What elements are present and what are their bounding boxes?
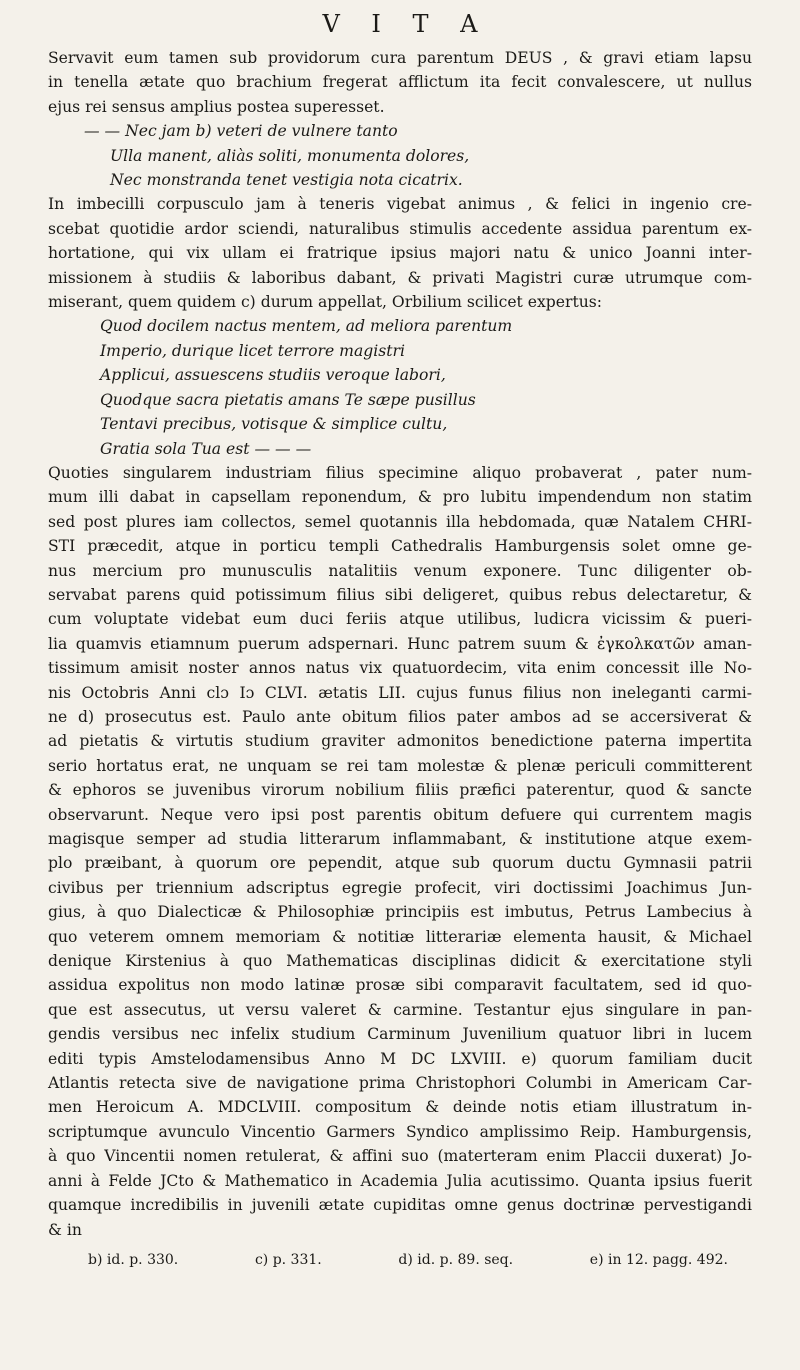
text-line: magisque semper ad studia litterarum inflammabant, & institutione atque exem- <box>48 830 752 848</box>
verse-line: Applicui, assuescens studiis veroque labori, <box>100 366 446 385</box>
text-line: nus mercium pro munusculis natalitiis venum exponere. Tunc diligenter ob- <box>48 561 752 580</box>
verse-line: Tentavi precibus, votisque & simplice cultu, <box>100 415 448 434</box>
text-line: hortatione, qui vix ullam ei fratrique ipsius majori natu & unico Joanni inter- <box>48 244 752 263</box>
text-line: plo præibant, à quorum ore pependit, atque sub quorum ductu Gymnasii patrii <box>48 854 752 873</box>
text-line: nis Octobris Anni clɔ Iɔ CLVI. ætatis LII. cujus funus filius non ineleganti carmi- <box>48 683 752 702</box>
text-line: ad pietatis & virtutis studium graviter admonitos benedictione paterna impertita <box>48 732 752 751</box>
text-line: Atlantis retecta sive de navigatione prima Christophori Columbi in Americam Car- <box>48 1074 752 1093</box>
text-line: in tenella ætate quo brachium fregerat afflictum ita fecit convalescere, ut nullus <box>48 73 752 92</box>
footnote-b: b) id. p. 330. <box>88 1251 179 1268</box>
verse-line: Gratia sola Tua est — — — <box>100 439 312 458</box>
text-line: mum illi dabat in capsellam reponendum, & pro lubitu impendendum non statim <box>48 488 752 507</box>
text-line: observarunt. Neque vero ipsi post parentis obitum defuere qui currentem magis <box>48 805 752 824</box>
text-line: à quo Vincentii nomen retulerat, & affini suo (materteram enim Placcii duxerat) Jo- <box>48 1147 752 1166</box>
text-line: gendis versibus nec infelix studium Carminum Juvenilium quatuor libri in lucem <box>48 1025 752 1044</box>
text-line: sed post plures iam collectos, semel quotannis illa hebdomada, quæ Natalem CHRI- <box>48 512 752 531</box>
text-line: ejus rei sensus amplius postea superesset. <box>48 97 385 116</box>
footnotes <box>48 1250 752 1270</box>
text-line: anni à Felde JCto & Mathematico in Academia Julia acutissimo. Quanta ipsius fuerit <box>48 1171 752 1190</box>
text-line: missionem à studiis & laboribus dabant, & privati Magistri curæ utrumque com- <box>48 268 752 287</box>
text-line: Servavit eum tamen sub providorum cura parentum DEUS , & gravi etiam lapsu <box>48 49 752 67</box>
text-line: lia quamvis etiamnum puerum adspernari. Hunc patrem suum & ἐγκολκατῶν aman- <box>48 634 752 653</box>
text-line: & in <box>48 1220 82 1239</box>
running-head: V I T A <box>322 10 490 38</box>
text-line: & ephoros se juvenibus virorum nobilium filiis præfici paterentur, quod & sancte <box>48 781 752 800</box>
text-line: quo veterem omnem memoriam & notitiæ litterariæ elementa hausit, & Michael <box>48 927 752 946</box>
verse-line: Quod docilem nactus mentem, ad meliora parentum <box>100 317 513 336</box>
text-line: Quoties singularem industriam filius specimine aliquo probaverat , pater num- <box>48 463 752 482</box>
footnote-e: e) in 12. pagg. 492. <box>589 1251 728 1268</box>
text-line: miserant, quem quidem c) durum appellat, Orbilium scilicet expertus: <box>48 293 603 312</box>
text-line: ne d) prosecutus est. Paulo ante obitum filios pater ambos ad se accersiverat & <box>48 707 752 726</box>
verse-line: — — Nec jam b) veteri de vulnere tanto <box>84 122 398 141</box>
text-line: serio hortatus erat, ne unquam se rei tam molestæ & plenæ periculi committerent <box>48 756 752 775</box>
text-line: editi typis Amstelodamensibus Anno M DC LXVIII. e) quorum familiam ducit <box>48 1049 752 1068</box>
paragraph-1 <box>48 46 752 119</box>
verse-line: Quodque sacra pietatis amans Te sæpe pusillus <box>100 390 476 409</box>
verse-line: Ulla manent, aliàs soliti, monumenta dolores, <box>110 146 470 165</box>
paragraph-2 <box>48 192 752 314</box>
text-line: scebat quotidie ardor sciendi, naturalibus stimulis accedente assidua parentum ex- <box>48 219 752 238</box>
text-line: quamque incredibilis in juvenili ætate cupiditas omne genus doctrinæ pervestigandi <box>48 1196 752 1215</box>
text-line: scriptumque avunculo Vincentio Garmers Syndico amplissimo Reip. Hamburgensis, <box>48 1122 752 1141</box>
text-line: cum voluptate videbat eum duci feriis atque utilibus, ludicra vicissim & pueri- <box>48 610 752 629</box>
verse-quote-2 <box>48 314 752 460</box>
verse-quote-1 <box>48 119 752 192</box>
body-text <box>48 46 752 1242</box>
text-line: In imbecilli corpusculo jam à teneris vigebat animus , & felici in ingenio cre- <box>48 195 752 214</box>
footnote-d: d) id. p. 89. seq. <box>398 1251 514 1268</box>
verse-line: Imperio, durique licet terrore magistri <box>100 341 405 360</box>
text-line: servabat parens quid potissimum filius sibi deligeret, quibus rebus delectaretur, & <box>48 585 752 604</box>
text-line: civibus per triennium adscriptus egregie profecit, viri doctissimi Joachimus Jun- <box>48 878 752 897</box>
text-line: gius, à quo Dialecticæ & Philosophiæ principiis est imbutus, Petrus Lambecius à <box>48 903 752 922</box>
verse-line: Nec monstranda tenet vestigia nota cicatrix. <box>110 171 463 190</box>
text-line: STI præcedit, atque in porticu templi Cathedralis Hamburgensis solet omne ge- <box>48 537 752 556</box>
text-line: tissimum amisit noster annos natus vix quatuordecim, vita enim concessit ille No- <box>48 659 752 678</box>
paragraph-3 <box>48 461 752 1242</box>
text-line: que est assecutus, ut versu valeret & carmine. Testantur ejus singulare in pan- <box>48 1000 752 1019</box>
text-line: assidua expolitus non modo latinæ prosæ sibi comparavit facultatem, sed id quo- <box>48 976 752 995</box>
footnote-c: c) p. 331. <box>254 1251 322 1268</box>
text-line: denique Kirstenius à quo Mathematicas disciplinas didicit & exercitatione styli <box>48 952 752 971</box>
text-line: men Heroicum A. MDCLVIII. compositum & deinde notis etiam illustratum in- <box>48 1098 752 1117</box>
